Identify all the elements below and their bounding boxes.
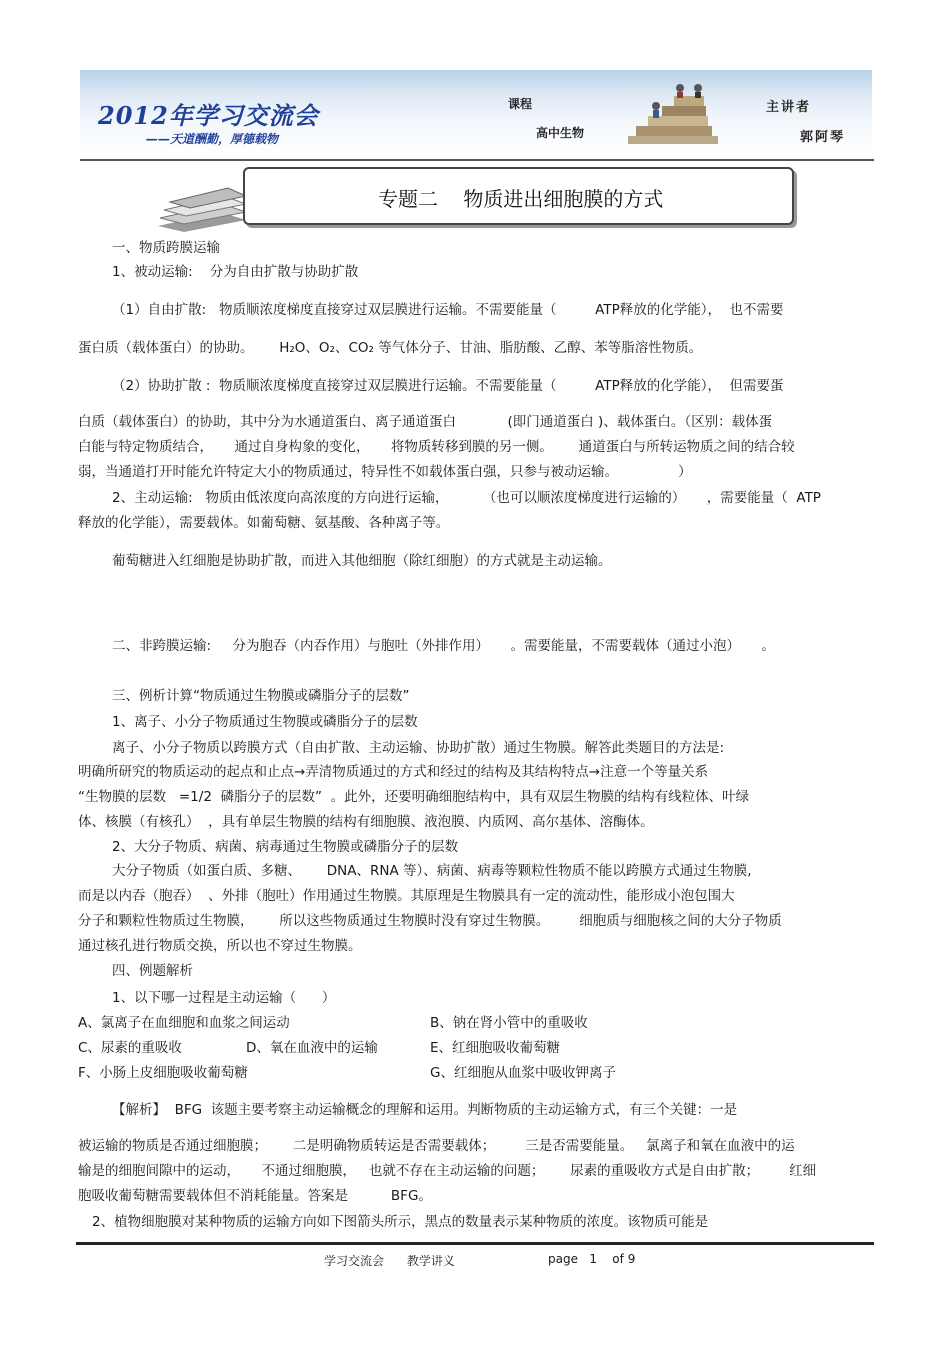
analysis-line: 【解析】 BFG 该题主要考察主动运输概念的理解和运用。判断物质的主动运输方式，有三个关键：一是 — [112, 1102, 738, 1118]
paragraph-line: “生物膜的层数 =1/2 磷脂分子的层数” 。此外，还要明确细胞结构中，具有双层生物膜的结构有线粒体、叶绿 — [78, 789, 750, 805]
footer-divider — [76, 1242, 874, 1245]
analysis-line: 输是的细胞间隙中的运动， 不通过细胞膜， 也就不存在主动运输的问题； 尿素的重吸收方式是自由扩散； 红细 — [78, 1163, 817, 1179]
option-d: D、氧在血液中的运输 — [246, 1040, 378, 1056]
books-stack-icon — [150, 168, 250, 232]
section-heading-2: 二、非跨膜运输: 分为胞吞（内吞作用）与胞吐（外排作用） 。需要能量，不需要载体（通过小泡） 。 — [112, 638, 775, 654]
paragraph-line: 释放的化学能），需要载体。如葡萄糖、氨基酸、各种离子等。 — [78, 515, 450, 531]
option-g: G、红细胞从血浆中吸收钾离子 — [430, 1065, 616, 1081]
analysis-line: 被运输的物质是否通过细胞膜； 二是明确物质转运是否需要载体； 三是否需要能量。 氯离子和氧在血液中的运 — [78, 1138, 795, 1154]
paragraph-line: 弱，当通道打开时能允许特定大小的物质通过，特异性不如载体蛋白强，只参与被动运输。 ） — [78, 464, 692, 480]
paragraph-line: 体、核膜（有核孔） ，具有单层生物膜的结构有细胞膜、液泡膜、内质网、高尔基体、溶酶体。 — [78, 814, 654, 830]
banner-speaker: 郭阿琴 — [800, 130, 846, 145]
paragraph-line: （2）协助扩散 : 物质顺浓度梯度直接穿过双层膜进行运输。不需要能量（ ATP释放的化学能）， 但需要蛋 — [112, 378, 784, 394]
banner-course-label: 课程 — [508, 97, 533, 111]
question-2: 2、植物细胞膜对某种物质的运输方向如下图箭头所示，黑点的数量表示某种物质的浓度。该物质可能是 — [92, 1214, 709, 1230]
subheading-active-transport: 2、主动运输: 物质由低浓度向高浓度的方向进行运输， （也可以顺浓度梯度进行运输的） ，需要能量（ ATP — [112, 490, 821, 506]
section-heading-1: 一、物质跨膜运输 — [112, 240, 220, 256]
option-b: B、钠在肾小管中的重吸收 — [430, 1015, 588, 1031]
paragraph-line: 离子、小分子物质以跨膜方式（自由扩散、主动运输、协助扩散）通过生物膜。解答此类题目的方法是: — [112, 740, 725, 756]
stairs-books-illustration-icon — [618, 78, 728, 158]
subheading-passive-transport: 1、被动运输: 分为自由扩散与协助扩散 — [112, 264, 359, 280]
option-c: C、尿素的重吸收 — [78, 1040, 182, 1056]
paragraph-line: 分子和颗粒性物质过生物膜， 所以这些物质通过生物膜时没有穿过生物膜。 细胞质与细胞核之间的大分子物质 — [78, 913, 782, 929]
footer-label: 学习交流会 教学讲义 — [324, 1254, 455, 1268]
banner-speaker-label: 主讲者 — [766, 100, 812, 115]
banner-title: 2012年学习交流会 — [98, 101, 319, 130]
paragraph-line: 白质（载体蛋白）的协助，其中分为水通道蛋白、离子通道蛋白 (即门通道蛋白 )、载体蛋白。（区别：载体蛋 — [78, 414, 773, 430]
section-heading-3: 三、例析计算“物质通过生物膜或磷脂分子的层数” — [112, 688, 410, 704]
banner-subtitle: ——天道酬勤，厚德载物 — [146, 132, 279, 146]
topic-title: 专题二 物质进出细胞膜的方式 — [378, 187, 664, 211]
paragraph-line: （1）自由扩散: 物质顺浓度梯度直接穿过双层膜进行运输。不需要能量（ ATP释放的化学能）， 也不需要 — [112, 302, 784, 318]
section-heading-4: 四、例题解析 — [112, 963, 193, 979]
subheading-small-molecules: 1、离子、小分子物质通过生物膜或磷脂分子的层数 — [112, 714, 418, 730]
header-banner — [80, 70, 872, 158]
subheading-macromolecules: 2、大分子物质、病菌、病毒通过生物膜或磷脂分子的层数 — [112, 839, 459, 855]
question-1: 1、以下哪一过程是主动运输（ ） — [112, 990, 336, 1006]
paragraph-line: 通过核孔进行物质交换，所以也不穿过生物膜。 — [78, 938, 362, 954]
banner-course: 高中生物 — [536, 126, 585, 140]
option-a: A、氯离子在血细胞和血浆之间运动 — [78, 1015, 290, 1031]
option-e: E、红细胞吸收葡萄糖 — [430, 1040, 561, 1056]
page-number: page 1 of 9 — [548, 1252, 636, 1266]
paragraph-line: 大分子物质（如蛋白质、多糖、 DNA、RNA 等）、病菌、病毒等颗粒性物质不能以跨膜方式通过生物膜, — [112, 863, 752, 879]
option-f: F、小肠上皮细胞吸收葡萄糖 — [78, 1065, 248, 1081]
paragraph-line: 明确所研究的物质运动的起点和止点→弄清物质通过的方式和经过的结构及其结构特点→注意一个等量关系 — [78, 764, 709, 780]
header-divider — [80, 159, 874, 161]
paragraph-line: 葡萄糖进入红细胞是协助扩散，而进入其他细胞（除红细胞）的方式就是主动运输。 — [112, 553, 612, 569]
paragraph-line: 蛋白质（载体蛋白）的协助。 H₂O、O₂、CO₂ 等气体分子、甘油、脂肪酸、乙醇、苯等脂溶性物质。 — [78, 340, 703, 356]
paragraph-line: 而是以内吞（胞吞） 、外排（胞吐）作用通过生物膜。其原理是生物膜具有一定的流动性，能形成小泡包围大 — [78, 888, 735, 904]
paragraph-line: 白能与特定物质结合， 通过自身构象的变化， 将物质转移到膜的另一侧。 通道蛋白与所转运物质之间的结合较 — [78, 439, 795, 455]
analysis-line: 胞吸收葡萄糖需要载体但不消耗能量。答案是 BFG。 — [78, 1188, 432, 1204]
